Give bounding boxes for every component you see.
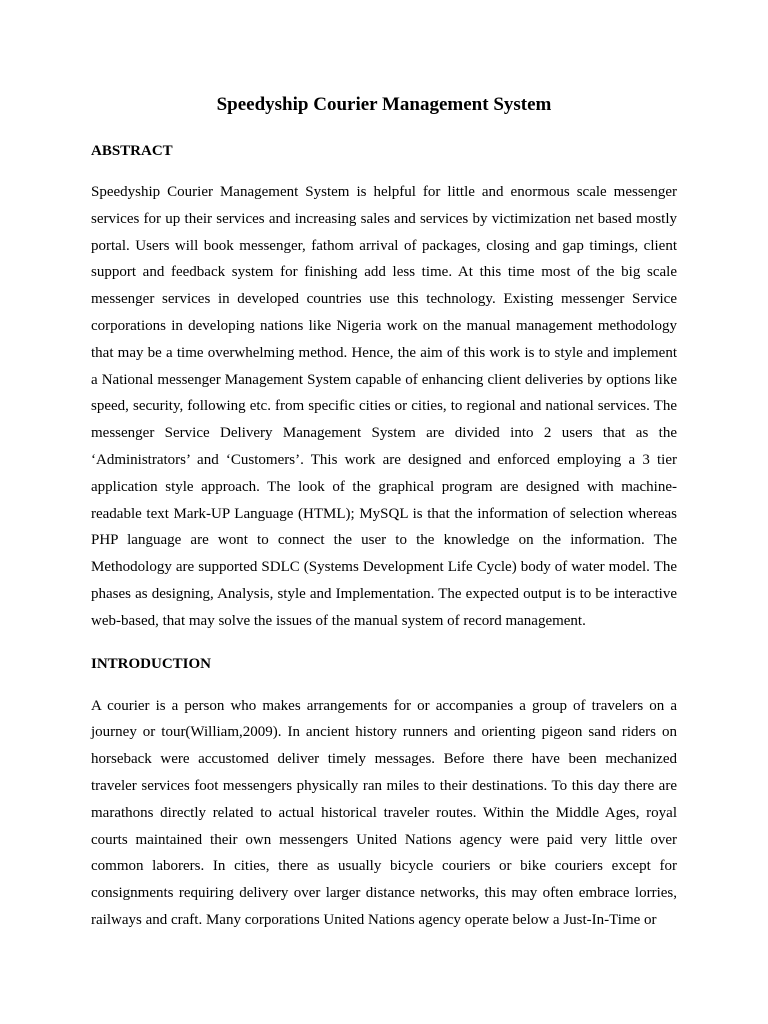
introduction-paragraph: A courier is a person who makes arrangements for or accompanies a group of travelers on a journey or tour(William,2009). In ancient history runners and orienting pigeon sand riders on horseback were accustomed deliver timely messages. Before there have been mechanized traveler services foot messengers physically ran miles to their destinations. To this day there are marathons directly related to actual historical traveler routes. Within the Middle Ages, royal courts maintained their own messengers United Nations agency were paid very little over common laborers. In cities, there as usually bicycle couriers or bike couriers except for consignments requiring delivery over larger distance networks, this may often embrace lorries, railways and craft. Many corporations United Nations agency operate below a Just-In-Time or [91, 697, 677, 928]
abstract-paragraph: Speedyship Courier Management System is helpful for little and enormous scale messenger services for up their services and increasing sales and services by victimization net based mostly portal. Users will book messenger, fathom arrival of packages, closing and gap timings, client support and feedback system for finishing add less time. At this time most of the big scale messenger services in developed countries use this technology. Existing messenger Service corporations in developing nations like Nigeria work on the manual management methodology that may be a time overwhelming method. Hence, the aim of this work is to style and implement a National messenger Management System capable of enhancing client deliveries by options like speed, security, following etc. from specific cities or cities, to regional and national services. The messenger Service Delivery Management System are divided into 2 users that as the ‘Administrators’ and ‘Customers’. This work are designed and enforced employing a 3 tier application style approach. The look of the graphical program are designed with machine-readable text Mark-UP Language (HTML); MySQL is that the information of selection whereas PHP language are wont to connect the user to the knowledge on the information. The Methodology are supported SDLC (Systems Development Life Cycle) body of water model. The phases as designing, Analysis, style and Implementation. The expected output is to be interactive web-based, that may solve the issues of the manual system of record management. [91, 184, 677, 629]
page-title: Speedyship Courier Management System [216, 94, 552, 115]
abstract-heading: ABSTRACT [91, 143, 173, 159]
introduction-heading: INTRODUCTION [91, 655, 212, 672]
page-content [91, 92, 677, 934]
